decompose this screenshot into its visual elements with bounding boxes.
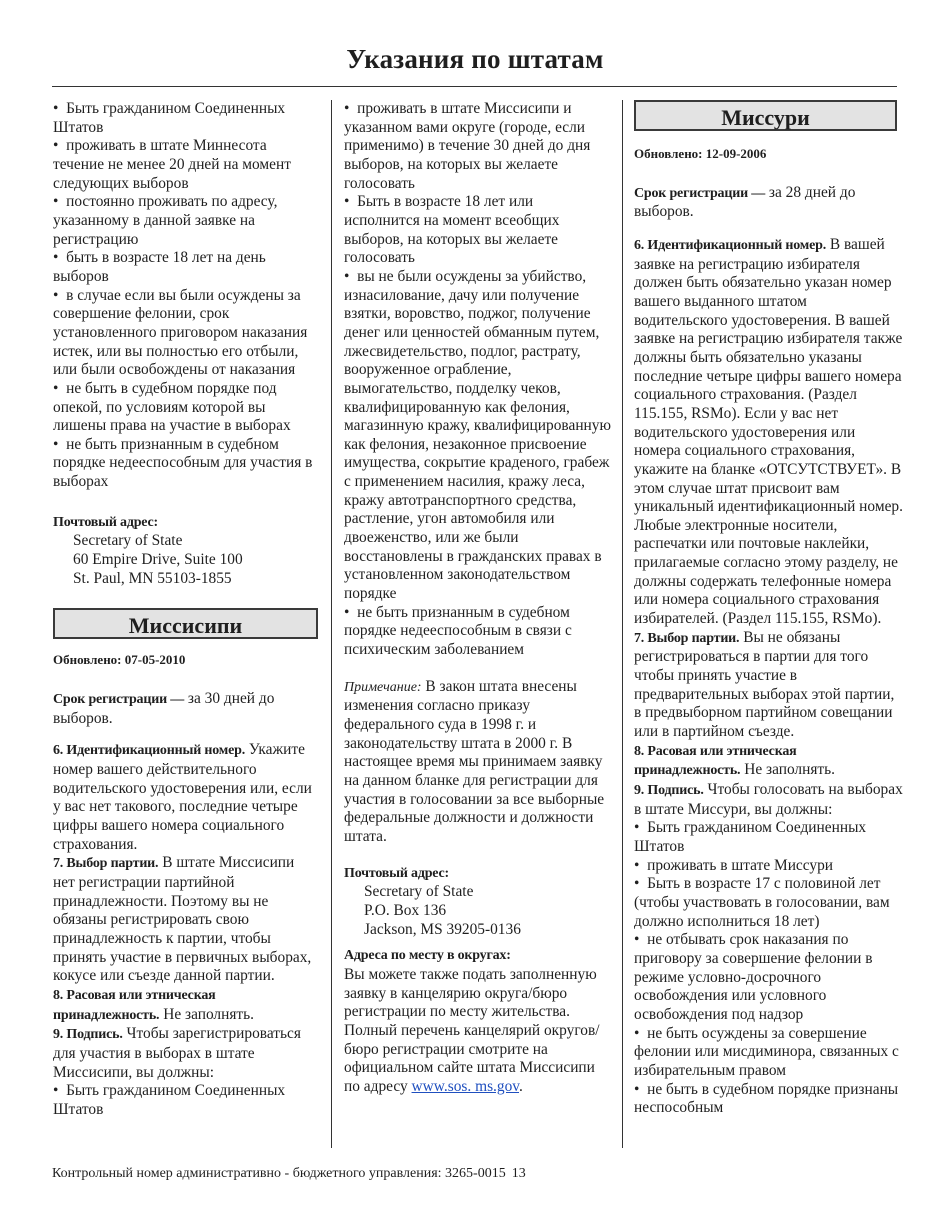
mississippi-sign-text: Чтобы зарегистрироваться для участия в выборах в штате Миссисипи, вы должны: xyxy=(53,1025,301,1081)
missouri-sign-label: 9. Подпись. xyxy=(634,783,704,798)
page-footer xyxy=(52,1166,526,1182)
missouri-race-label: 8. Расовая или этническая принадлежность. xyxy=(634,743,797,779)
page-title: Указания по штатам xyxy=(346,44,604,74)
mississippi-county-label: Адреса по месту в округах: xyxy=(344,948,511,964)
title-divider xyxy=(52,86,897,87)
mississippi-mail-line: P.O. Box 136 xyxy=(364,901,447,919)
missouri-requirement: • не отбывать срок наказания по приговору за совершение фелонии в режиме условно-досрочного освобождения или условного освобождения под надзор xyxy=(634,931,877,1023)
mississippi-deadline-text: за 30 дней до выборов. xyxy=(53,690,275,727)
column-divider-2 xyxy=(622,100,623,1148)
mississippi-deadline xyxy=(53,690,318,728)
mississippi-id-text: Укажите номер вашего действительного водительского удостоверения или, если у вас нет такового, последние четыре цифры вашего номера социального страхования. xyxy=(53,741,312,853)
missouri-party-text: Вы не обязаны регистрироваться в партии для того чтобы принять участие в предварительных выборах этой партии, в предвыборном партийном совещании или в партийном съезде. xyxy=(634,628,895,741)
mississippi-race-text: Не заполнять. xyxy=(159,1005,255,1023)
column-2 xyxy=(344,100,615,1096)
missouri-party-label: 7. Выбор партии. xyxy=(634,630,740,646)
mississippi-requirement: • вы не были осуждены за убийство, изнасилование, дачу или получение взятки, воровство, поджог, получение денег или ценностей обманным путем, лжесвидетельство, подлог, растрату, вооруженное ограбление, вымогательство, подделку чеков, квалифицированную как фелония, магазинную кражу, квалифицированную как фелония, незаконное присвоение имущества, сокрытие краденого, грабеж с применением насилия, кражу леса, кражу автотранспортного средства, растление, угон автомобиля или двоеженство, или же были восстановлены в гражданских правах в установленном законодательством порядке xyxy=(344,267,615,603)
missouri-race-section xyxy=(634,742,904,781)
mississippi-county-body: Вы можете также подать заполненную заявку в канцелярию округа/бюро регистрации по месту жительства. Полный перечень канцелярий округов/бюро регистрации смотрите на официальном сайте штата Миссисипи по адресу xyxy=(344,965,600,1095)
minnesota-mail-label: Почтовый адрес: xyxy=(53,514,158,530)
missouri-heading: Миссури xyxy=(634,100,897,131)
missouri-deadline-text: за 28 дней до выборов. xyxy=(634,183,856,221)
mississippi-mail-line: Jackson, MS 39205-0136 xyxy=(364,920,521,938)
mississippi-race-label: 8. Расовая или этническая принадлежность. xyxy=(53,987,216,1023)
minnesota-requirement: • постоянно проживать по адресу, указанному в данной заявке на регистрацию xyxy=(53,193,282,248)
mississippi-requirement: • Быть в возрасте 18 лет или исполнится на момент всеобщих выборов, на которых вы желаете голосовать xyxy=(344,193,564,267)
missouri-updated: Обновлено: 12-09-2006 xyxy=(634,146,767,161)
missouri-requirement: • не быть осуждены за совершение фелонии или мисдиминора, связанных с избирательным правом xyxy=(634,1024,903,1079)
mississippi-id-label: 6. Идентификационный номер. xyxy=(53,743,246,759)
missouri-requirement: • проживать в штате Миссури xyxy=(634,856,834,874)
mississippi-county-end: . xyxy=(519,1077,523,1095)
missouri-id-section xyxy=(634,236,904,629)
mississippi-requirement: • проживать в штате Миссисипи и указанном вами округе (городе, если применимо) в течение 30 дней до дня выборов, на которых вы желаете голосовать xyxy=(344,100,595,192)
minnesota-requirement: • в случае если вы были осуждены за совершение фелонии, срок установленного приговором наказания истек, или вы полностью его отбыли, или были освобождены от наказания xyxy=(53,286,312,379)
missouri-deadline xyxy=(634,184,904,222)
mississippi-race-section xyxy=(53,986,318,1025)
mississippi-sign-label: 9. Подпись. xyxy=(53,1027,123,1043)
minnesota-requirement: • не быть в судебном порядке под опекой, по условиям которой вы лишены права на участие в выборах xyxy=(53,379,291,435)
mississippi-note-text: В закон штата внесены изменения согласно приказу федерального суда в 1998 г. и законодательству штата в 2000 г. В настоящее время мы принимаем заявку на данном бланке для регистрации для участия в голосовании за все выборные федеральные должности и должности штата. xyxy=(344,677,605,845)
mississippi-heading: Миссисипи xyxy=(53,608,318,639)
mississippi-mail-line: Secretary of State xyxy=(364,883,474,901)
minnesota-mail-line: St. Paul, MN 55103-1855 xyxy=(73,569,232,587)
mississippi-county-text xyxy=(344,966,612,1097)
mississippi-note xyxy=(344,678,612,847)
column-1 xyxy=(53,100,318,1120)
mississippi-sign-section xyxy=(53,1025,318,1082)
omb-control-number: Контрольный номер административно - бюджетного управления: 3265-0015 xyxy=(52,1166,506,1181)
mississippi-updated: Обновлено: 07-05-2010 xyxy=(53,652,186,668)
minnesota-requirement: • не быть признанным в судебном порядке недееспособным для участия в выборах xyxy=(53,435,317,491)
missouri-race-text: Не заполнять. xyxy=(740,761,836,779)
missouri-party-section xyxy=(634,629,904,742)
missouri-deadline-label: Срок регистрации — xyxy=(634,185,766,201)
missouri-id-text: В вашей заявке на регистрацию избирателя должен быть обязательно указан номер вашего выданного штатом водительского удостоверения. В вашей заявке на регистрацию избирателя также должны быть обязательно указаны последние четыре цифры вашего номера социального страхования. (Раздел 115.155, RSMo). Если у вас нет водительского удостоверения или номера социального страхования, укажите на бланке «ОТСУТСТВУЕТ». В этом случае штат присвоит вам уникальный идентификационный номер. Любые электронные носители, распечатки или почтовые наклейки, прилагаемые согласно этому разделу, не должны содержать телефонные номера или номера социального страхования избирателей. (Раздел 115.155, RSMo). xyxy=(634,235,903,628)
mississippi-website-link[interactable]: www.sos. ms.gov xyxy=(411,1077,519,1095)
page-number: 13 xyxy=(511,1166,526,1181)
mississippi-id-section xyxy=(53,741,318,854)
missouri-sign-text: Чтобы голосовать на выборах в штате Миссури, вы должны: xyxy=(634,781,903,818)
minnesota-requirement: • проживать в штате Миннесота течение не менее 20 дней на момент следующих выборов xyxy=(53,137,295,192)
mississippi-requirement: • не быть признанным в судебном порядке недееспособным в связи с психическим заболеванием xyxy=(344,603,576,659)
missouri-requirement: • Быть в возрасте 17 с половиной лет (чтобы участвовать в голосовании, вам должно исполниться 18 лет) xyxy=(634,875,894,930)
minnesota-mail-line: Secretary of State xyxy=(73,532,183,550)
column-divider-1 xyxy=(331,100,332,1148)
mississippi-party-section xyxy=(53,854,318,986)
missouri-requirement: • не быть в судебном порядке признаны неспособным xyxy=(634,1080,903,1117)
minnesota-requirement: • быть в возрасте 18 лет на день выборов xyxy=(53,249,270,285)
mississippi-note-label: Примечание: xyxy=(344,679,422,695)
mississippi-requirement: • Быть гражданином Соединенных Штатов xyxy=(53,1082,289,1118)
minnesota-requirement: • Быть гражданином Соединенных Штатов xyxy=(53,100,289,136)
minnesota-mail-line: 60 Empire Drive, Suite 100 xyxy=(73,551,243,569)
mississippi-deadline-label: Срок регистрации — xyxy=(53,692,185,708)
missouri-requirement: • Быть гражданином Соединенных Штатов xyxy=(634,819,870,855)
column-3 xyxy=(634,100,904,1118)
mississippi-party-text: В штате Миссисипи нет регистрации партийной принадлежности. Поэтому вы не обязаны регистрировать свою принадлежность к партии, чтобы принять участие в первичных выборах, кокусе или съезде данной партии. xyxy=(53,854,312,985)
missouri-sign-section xyxy=(634,781,904,819)
mississippi-party-label: 7. Выбор партии. xyxy=(53,856,159,872)
mississippi-mail-label: Почтовый адрес: xyxy=(344,865,449,881)
missouri-id-label: 6. Идентификационный номер. xyxy=(634,237,827,253)
